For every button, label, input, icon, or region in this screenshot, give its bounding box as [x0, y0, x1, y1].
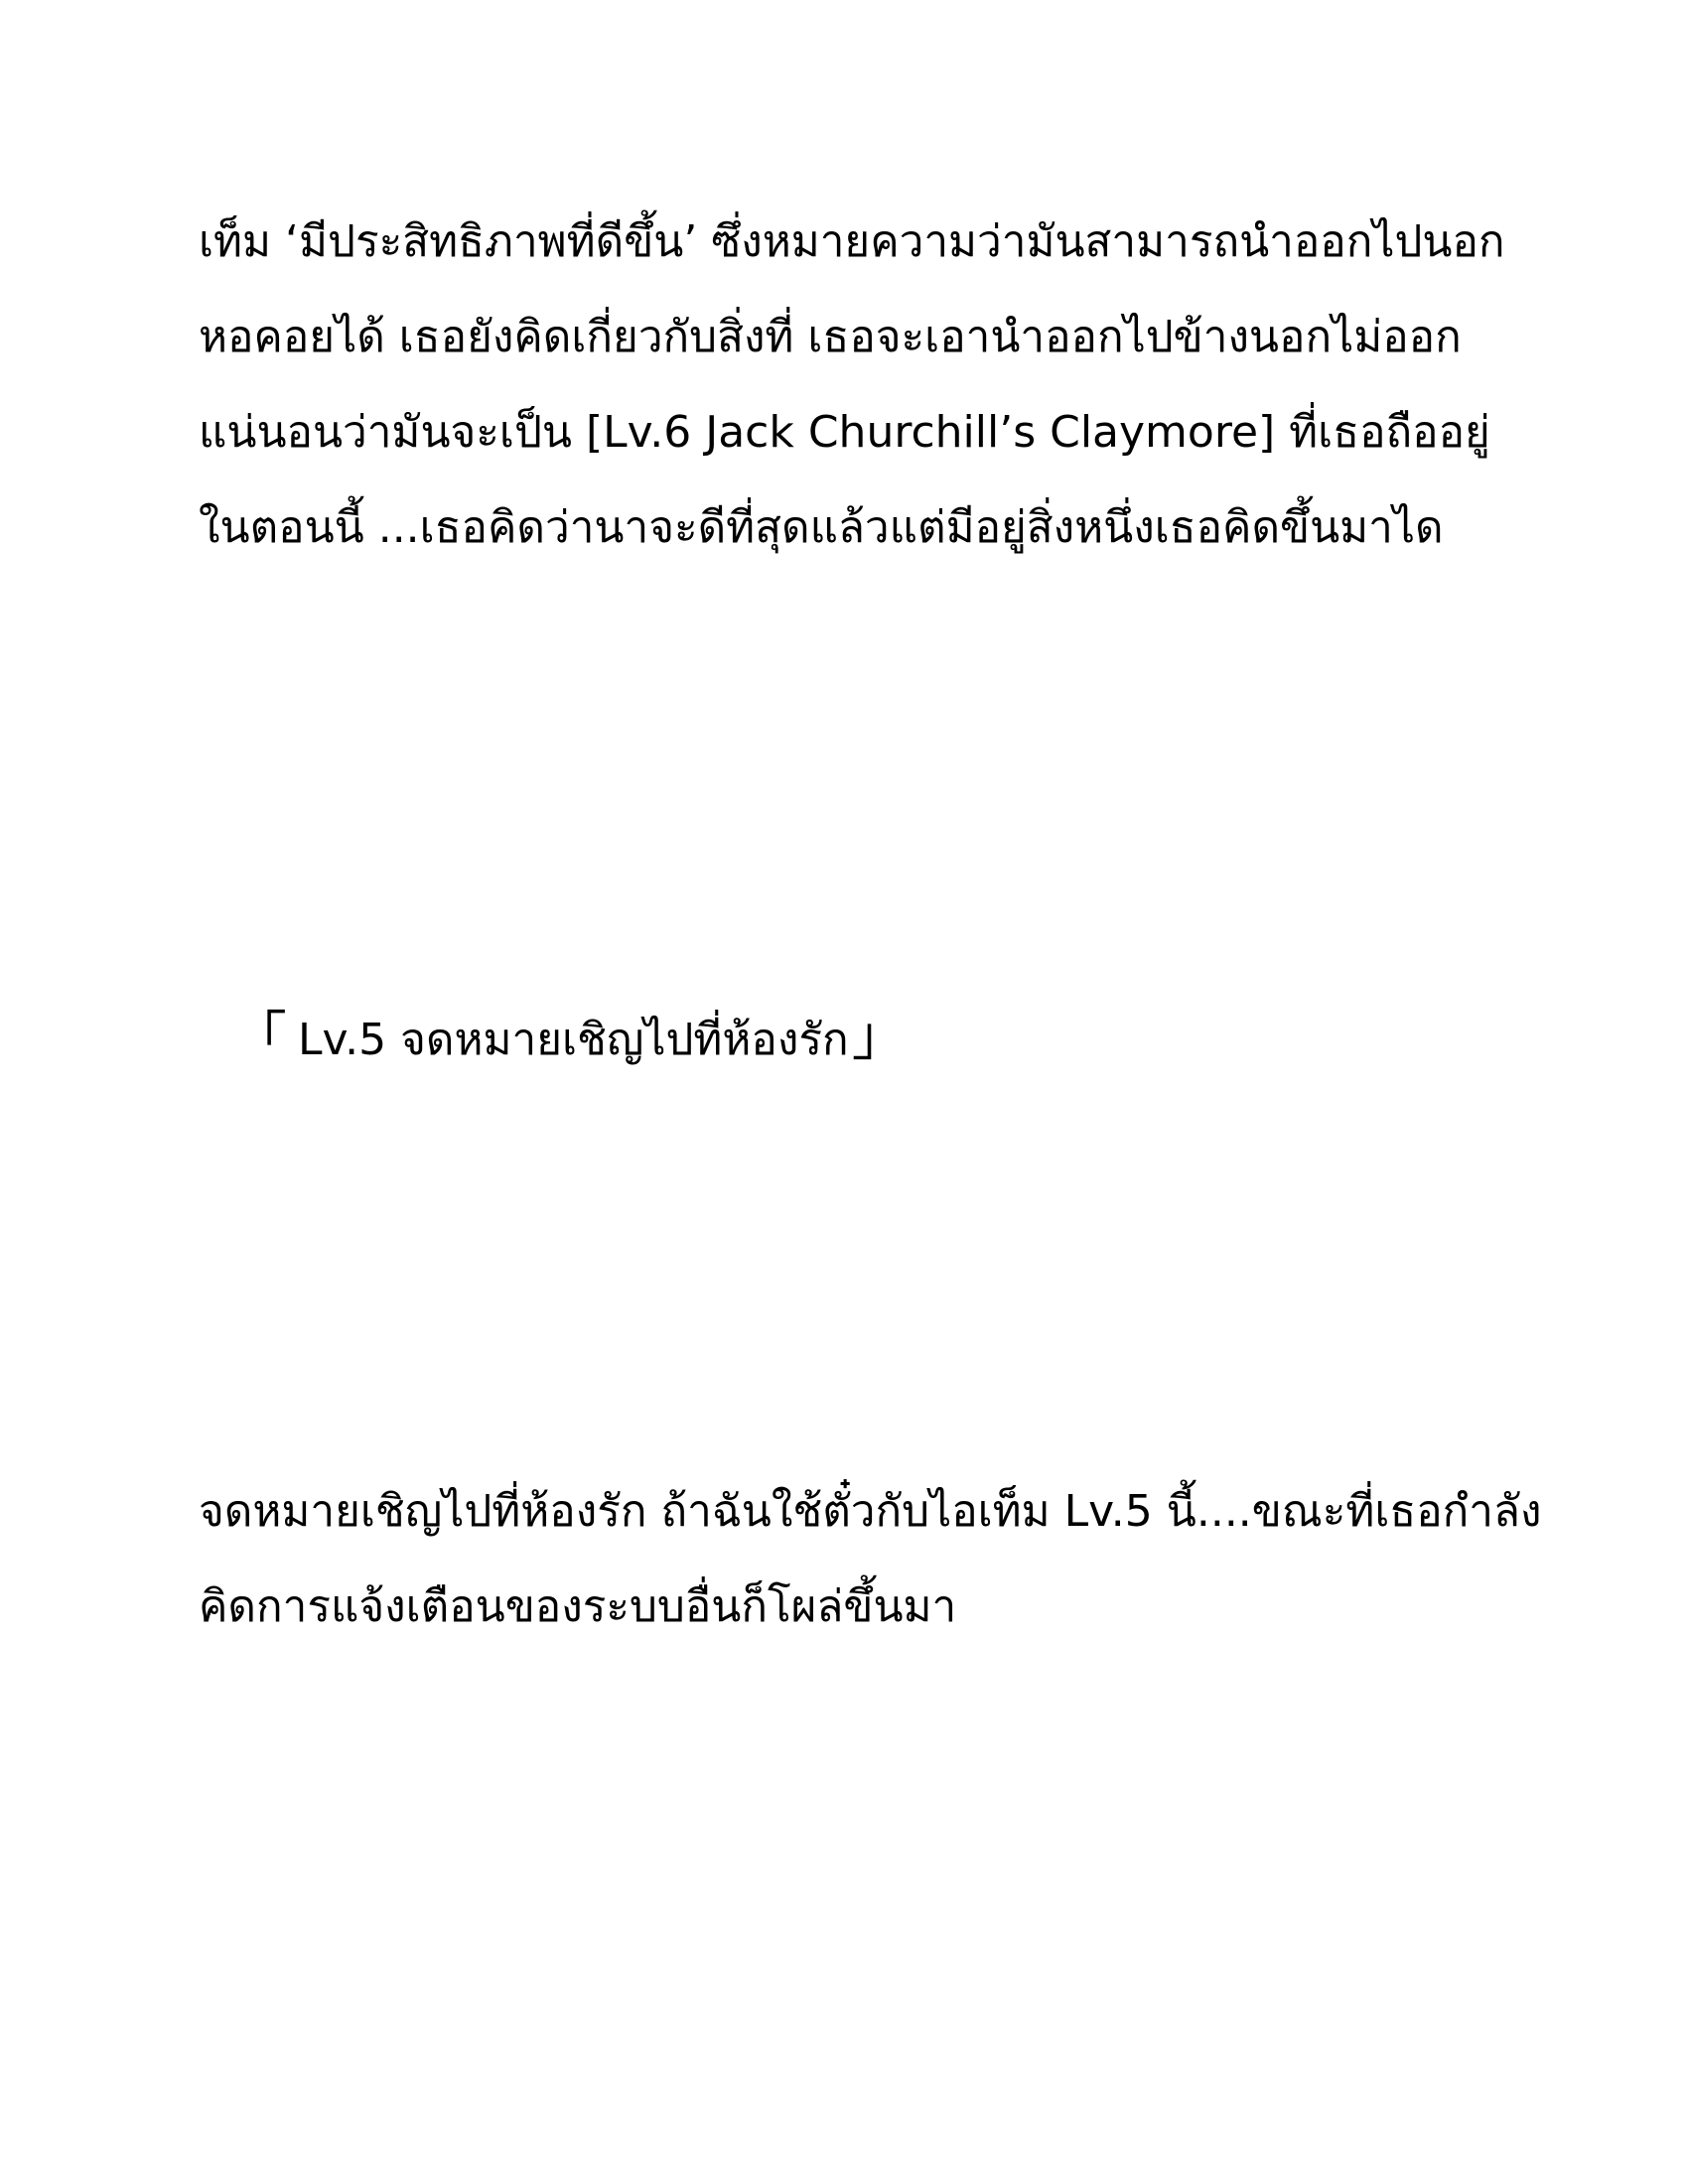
- paragraph-line: คิดการแจ้งเตือนของระบบอื่นก็โผล่ขึ้นมา: [199, 1581, 957, 1632]
- paragraph-line: เท็ม ‘มีประสิทธิภาพที่ดีขึ้น’ ซึ่งหมายความว่ามันสามารถนำออกไปนอก: [199, 216, 1505, 267]
- paragraph-line: ในตอนนี้ ...เธอคิดว่านาจะดีที่สุดแล้วแต่มีอยู่สิ่งหนึ่งเธอคิดขึ้นมาได: [199, 502, 1444, 553]
- paragraph-line: หอคอยได้ เธอยังคิดเกี่ยวกับสิ่งที่ เธอจะเอานำออกไปข้างนอกไม่ออก: [199, 312, 1462, 362]
- item-heading-text: Lv.5 จดหมายเชิญไปที่ห้องรัก: [298, 1015, 849, 1065]
- item-heading: [234, 998, 905, 1080]
- paragraph-2: [199, 1464, 1542, 1655]
- close-corner-bracket: 」: [852, 1008, 905, 1067]
- paragraph-1: [199, 195, 1519, 576]
- open-corner-bracket: 「: [234, 1008, 287, 1067]
- paragraph-line: แน่นอนว่ามันจะเป็น [Lv.6 Jack Churchill’s Claymore] ที่เธอถืออยู่: [199, 407, 1490, 458]
- paragraph-line: จดหมายเชิญไปที่ห้องรัก ถ้าฉันใช้ตั๋วกับไอเท็ม Lv.5 นี้....ขณะที่เธอกำลัง: [199, 1486, 1542, 1537]
